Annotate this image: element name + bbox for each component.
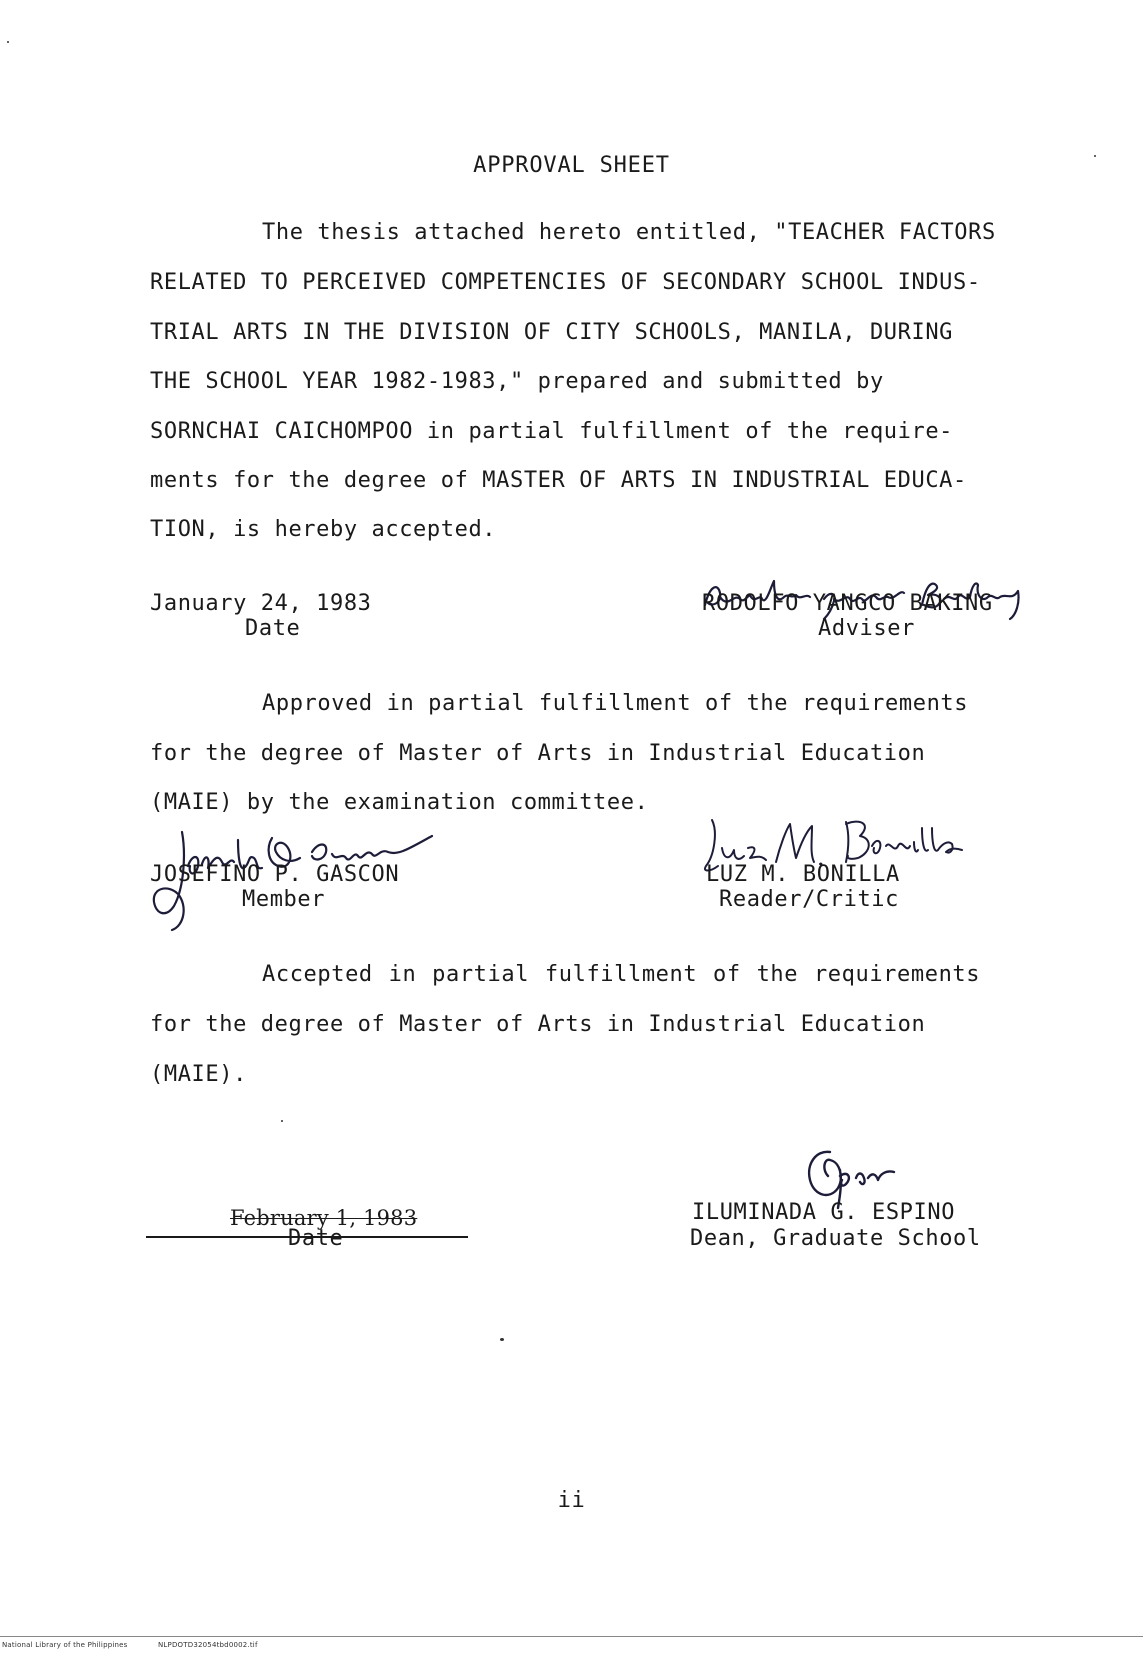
paragraph-line: SORNCHAI CAICHOMPOO in partial fulfillment of the require- (150, 419, 954, 444)
dean-name: ILUMINADA G. ESPINO (692, 1200, 956, 1225)
paragraph-line: THE SCHOOL YEAR 1982-1983," prepared and submitted by (150, 369, 884, 394)
dean-date-value: February 1, 1983 (230, 1206, 418, 1230)
adviser-name: RODOLFO YANGCO BAKING (702, 591, 993, 616)
paragraph-line: TRIAL ARTS IN THE DIVISION OF CITY SCHOOLS, MANILA, DURING (150, 320, 954, 345)
paragraph-line: (MAIE) by the examination committee. (150, 790, 649, 815)
scan-speck (500, 1338, 504, 1341)
scan-speck (1094, 155, 1096, 157)
footer-rule (0, 1636, 1143, 1637)
dean-date-label: Date (288, 1226, 344, 1251)
reader-role: Reader/Critic (719, 887, 899, 912)
paragraph-line: Accepted in partial fulfillment of the requirements (262, 962, 981, 987)
paragraph-line: (MAIE). (150, 1062, 247, 1087)
paragraph-line: RELATED TO PERCEIVED COMPETENCIES OF SECONDARY SCHOOL INDUS- (150, 270, 981, 295)
paragraph-line: TION, is hereby accepted. (150, 517, 497, 542)
paragraph-line: for the degree of Master of Arts in Industrial Education (150, 741, 926, 766)
page-title: APPROVAL SHEET (473, 153, 670, 178)
adviser-date-value: January 24, 1983 (150, 591, 372, 616)
paragraph-line: The thesis attached hereto entitled, "TEACHER FACTORS (262, 220, 996, 245)
adviser-date-label: Date (245, 616, 301, 641)
paragraph-line: ments for the degree of MASTER OF ARTS IN INDUSTRIAL EDUCA- (150, 468, 967, 493)
member-name: JOSEFINO P. GASCON (150, 862, 400, 887)
scan-speck (281, 1120, 283, 1122)
footer-filename: NLPDOTD32054tbd0002.tif (158, 1641, 258, 1649)
reader-name: LUZ M. BONILLA (706, 862, 900, 887)
member-role: Member (242, 887, 326, 912)
footer-library: National Library of the Philippines (2, 1641, 128, 1649)
paragraph-line: Approved in partial fulfillment of the requirements (262, 691, 969, 716)
paragraph-line: for the degree of Master of Arts in Industrial Education (150, 1012, 926, 1037)
adviser-role: Adviser (818, 616, 915, 641)
scan-speck (7, 41, 9, 43)
page-number: ii (557, 1488, 586, 1513)
dean-role: Dean, Graduate School (690, 1226, 981, 1251)
